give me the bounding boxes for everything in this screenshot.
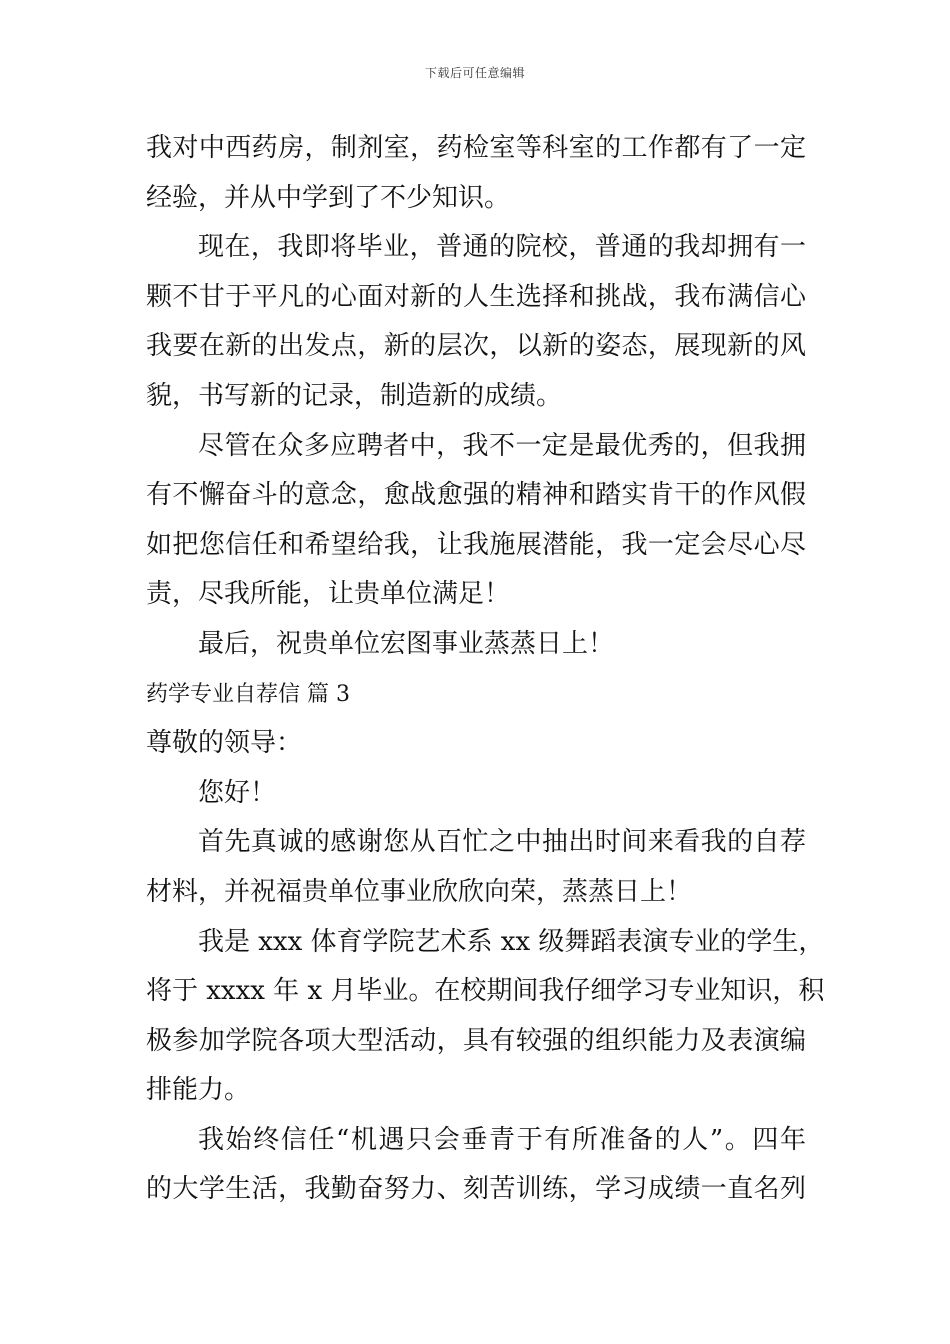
text-line: 极参加学院各项大型活动，具有较强的组织能力及表演编 xyxy=(146,1025,806,1056)
page-header: 下载后可任意编辑 xyxy=(424,66,525,80)
text-line: 现在，我即将毕业，普通的院校，普通的我却拥有一 xyxy=(198,232,806,263)
text-line: 尊敬的领导： xyxy=(146,728,303,759)
text-line: 最后，祝贵单位宏图事业蒸蒸日上！ xyxy=(198,628,615,659)
text-line: 尽管在众多应聘者中，我不一定是最优秀的，但我拥 xyxy=(198,430,806,461)
text-line: 我是 xxx 体育学院艺术系 xx 级舞蹈表演专业的学生， xyxy=(198,926,825,957)
document-body xyxy=(146,124,825,1215)
text-line: 首先真诚的感谢您从百忙之中抽出时间来看我的自荐 xyxy=(198,827,806,858)
text-line: 我对中西药房，制剂室，药检室等科室的工作都有了一定 xyxy=(146,133,806,163)
text-line: 貌，书写新的记录，制造新的成绩。 xyxy=(146,380,563,411)
text-line: 我要在新的出发点，新的层次，以新的姿态，展现新的风 xyxy=(146,331,806,362)
section-title: 药学专业自荐信 篇 3 xyxy=(146,681,350,707)
text-line: 将于 xxxx 年 x 月毕业。在校期间我仔细学习专业知识，积 xyxy=(146,976,825,1007)
text-line: 我始终信任“机遇只会垂青于有所准备的人”。四年 xyxy=(198,1124,806,1155)
text-line: 颗不甘于平凡的心面对新的人生选择和挑战，我布满信心 xyxy=(146,281,806,312)
text-line: 您好！ xyxy=(198,777,277,808)
text-line: 责，尽我所能，让贵单位满足！ xyxy=(146,579,511,610)
text-line: 材料，并祝福贵单位事业欣欣向荣，蒸蒸日上！ xyxy=(146,876,693,907)
text-line: 的大学生活，我勤奋努力、刻苦训练，学习成绩一直名列 xyxy=(146,1174,806,1205)
text-line: 有不懈奋斗的意念，愈战愈强的精神和踏实肯干的作风假 xyxy=(146,480,806,511)
text-line: 经验，并从中学到了不少知识。 xyxy=(146,182,511,213)
text-line: 排能力。 xyxy=(146,1075,251,1106)
text-line: 如把您信任和希望给我，让我施展潜能，我一定会尽心尽 xyxy=(146,529,806,560)
